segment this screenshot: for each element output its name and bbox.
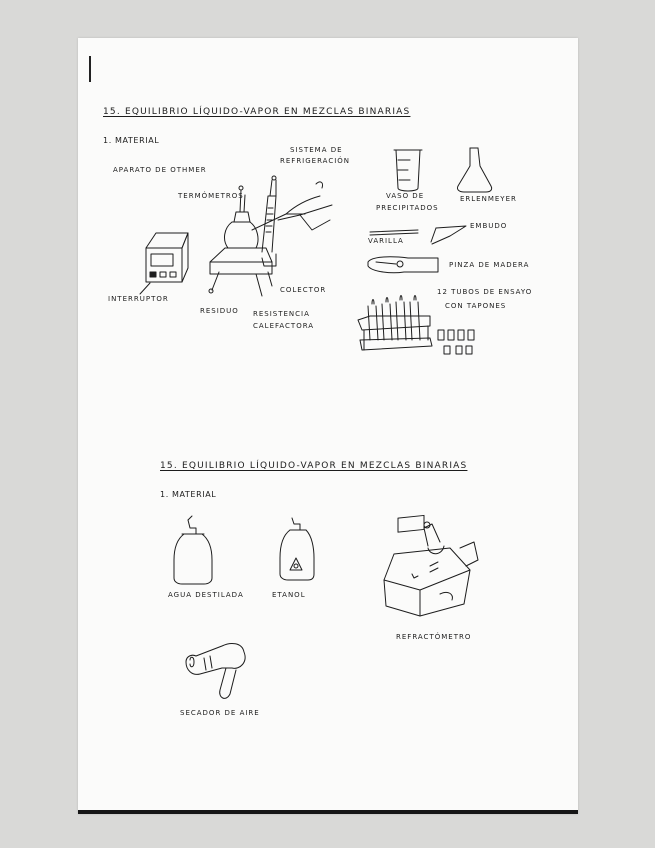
- hair-dryer-drawing: [186, 644, 245, 699]
- test-tube-rack-drawing: [358, 296, 474, 355]
- label-embudo: EMBUDO: [470, 222, 508, 230]
- label-etanol: ETANOL: [272, 591, 306, 599]
- label-sistema-2: REFRIGERACIÓN: [280, 157, 351, 165]
- distilled-water-bottle-drawing: [174, 516, 212, 584]
- erlenmeyer-flask-drawing: [457, 148, 491, 192]
- funnel-drawing: [431, 226, 466, 244]
- label-pinza: PINZA DE MADERA: [449, 261, 530, 269]
- label-varilla: VARILLA: [368, 237, 404, 245]
- label-erlenmeyer: ERLENMEYER: [460, 195, 517, 203]
- label-tubos-1: 12 TUBOS DE ENSAYO: [437, 288, 533, 296]
- label-interruptor: INTERRUPTOR: [108, 295, 169, 303]
- beaker-drawing: [394, 150, 422, 191]
- label-agua-destilada: AGUA DESTILADA: [168, 591, 244, 599]
- label-refractometro: REFRACTÓMETRO: [396, 633, 472, 641]
- label-resistencia-2: CALEFACTORA: [253, 322, 315, 330]
- othmer-control-box-drawing: [140, 233, 188, 294]
- label-resistencia-1: RESISTENCIA: [253, 310, 310, 318]
- section-1-subtitle: 1. MATERIAL: [103, 136, 160, 145]
- wooden-clamp-drawing: [368, 257, 438, 273]
- label-termometros: TERMÓMETROS: [178, 192, 244, 200]
- label-secador: SECADOR DE AIRE: [180, 709, 260, 717]
- stirring-rod-drawing: [370, 230, 418, 235]
- section-2-title: 15. EQUILIBRIO LÍQUIDO-VAPOR EN MEZCLAS BINARIAS: [160, 461, 468, 471]
- label-colector: COLECTOR: [280, 286, 327, 294]
- ethanol-bottle-drawing: [280, 518, 314, 580]
- othmer-apparatus-drawing: [209, 176, 332, 296]
- section-2-subtitle: 1. MATERIAL: [160, 490, 217, 499]
- label-sistema-1: SISTEMA DE: [290, 146, 343, 154]
- refractometer-drawing: [384, 515, 478, 616]
- label-residuo: RESIDUO: [200, 307, 239, 315]
- label-aparato-othmer: APARATO DE OTHMER: [113, 166, 207, 174]
- label-tubos-2: CON TAPONES: [445, 302, 507, 310]
- section-1-title: 15. EQUILIBRIO LÍQUIDO-VAPOR EN MEZCLAS BINARIAS: [103, 107, 411, 117]
- label-vaso-1: VASO DE: [386, 192, 425, 200]
- label-vaso-2: PRECIPITADOS: [376, 204, 439, 212]
